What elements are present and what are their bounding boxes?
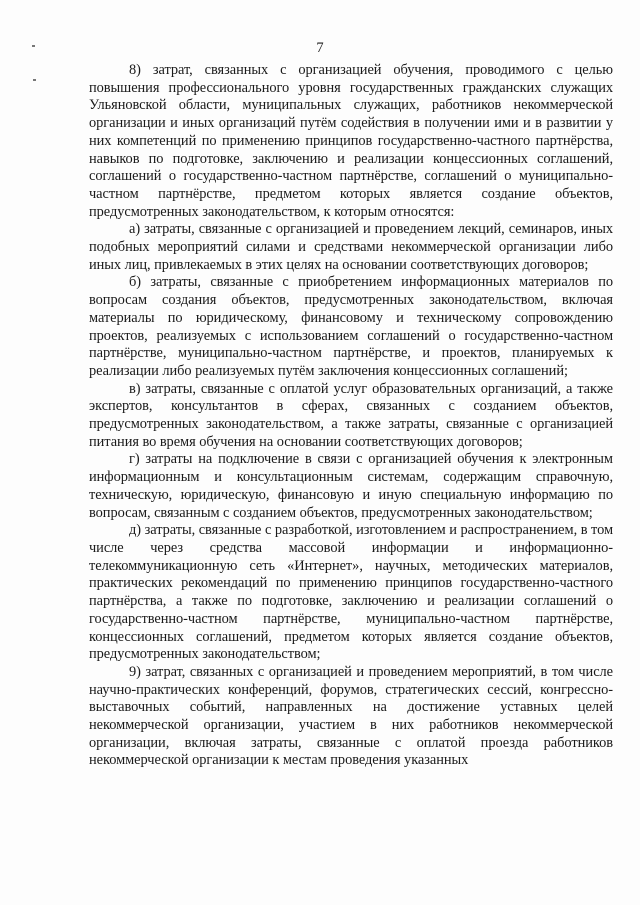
paragraph-subitem-v: в) затраты, связанные с оплатой услуг образовательных организаций, а также экспертов, консультантов в сферах, связанных с созданием объектов, предусмотренных законодательством, а также затраты, связанные с организацией питания во время обучения на основании соответствующих договоров; bbox=[89, 380, 613, 450]
scan-mark bbox=[33, 79, 36, 81]
paragraph-subitem-g: г) затраты на подключение в связи с организацией обучения к электронным информационным и консультационным системам, содержащим справочную, техническую, юридическую, финансовую и иную специальную информацию по вопросам, связанным с созданием объектов, предусмотренных законодательством; bbox=[89, 451, 613, 521]
paragraph-item-8: 8) затрат, связанных с организацией обучения, проводимого с целью повышения профессионального уровня государственных гражданских служащих Ульяновской области, муниципальных служащих, работников некоммерческой организации и иных организаций путём содействия в получении ими и в развитии у них компетенций по применению принципов государственно-частного партнёрства, навыков по подготовке, заключению и реализации концессионных соглашений, соглашений о государственно-частном партнёрстве, соглашений о муниципально-частном партнёрстве, предметом которых является создание объектов, предусмотренных законодательством, к которым относятся: bbox=[89, 62, 613, 220]
paragraph-item-9: 9) затрат, связанных с организацией и проведением мероприятий, в том числе научно-практических конференций, форумов, стратегических сессий, конгрессно-выставочных событий, направленных на достижение уставных целей некоммерческой организации, участием в них работников некоммерческой организации, включая затраты, связанные с оплатой проезда работников некоммерческой организации к местам проведения указанных bbox=[89, 663, 613, 769]
paragraph-subitem-b: б) затраты, связанные с приобретением информационных материалов по вопросам создания объектов, предусмотренных законодательством, включая материалы по юридическому, финансовому и техническому сопровождению проектов, реализуемых с использованием соглашений о государственно-частном партнёрстве, муниципально-частном партнёрстве, и проектов, планируемых к реализации либо реализуемых путём заключения концессионных соглашений; bbox=[89, 274, 613, 379]
document-body bbox=[89, 62, 613, 770]
page-number: 7 bbox=[316, 40, 324, 56]
paragraph-subitem-a: а) затраты, связанные с организацией и проведением лекций, семинаров, иных подобных мероприятий силами и средствами некоммерческой организации либо иных лиц, привлекаемых в этих целях на основании соответствующих договоров; bbox=[89, 221, 613, 273]
paragraph-subitem-d: д) затраты, связанные с разработкой, изготовлением и распространением, в том числе через средства массовой информации и информационно-телекоммуникационную сеть «Интернет», научных, методических материалов, практических рекомендаций по применению принципов государственно-частного партнёрства, а также по подготовке, заключению и реализации соглашений о государственно-частном партнёрстве, муниципально-частном партнёрстве, концессионных соглашений, предметом которых является создание объектов, предусмотренных законодательством; bbox=[89, 522, 613, 663]
